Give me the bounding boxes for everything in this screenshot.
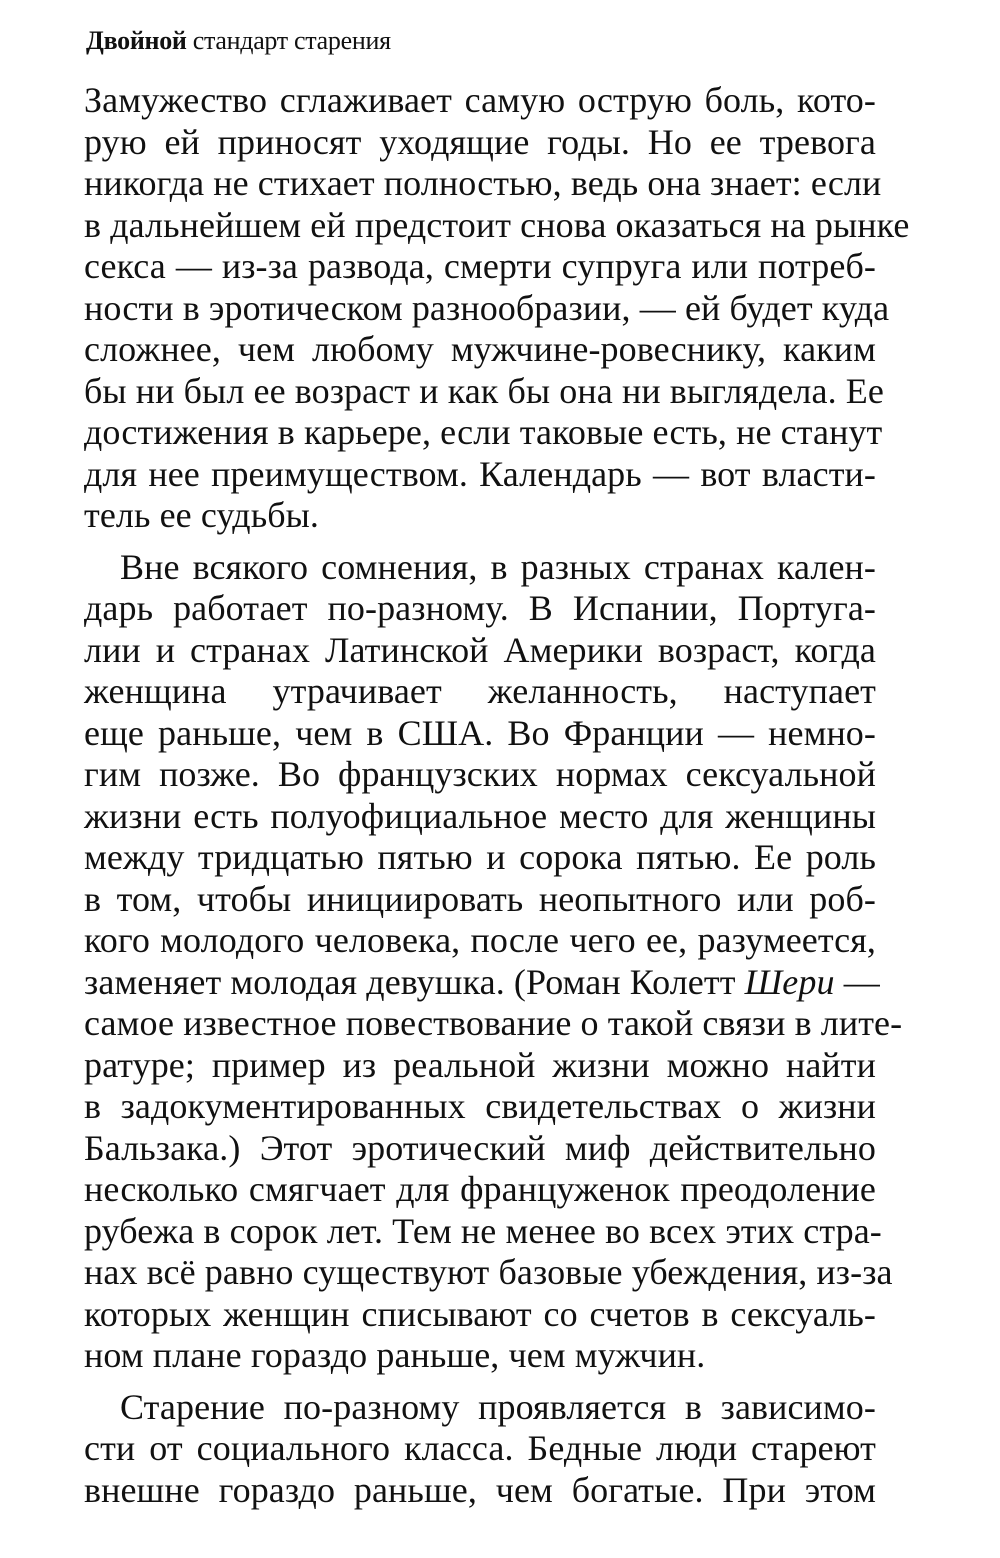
text-line: никогда не стихает полностью, ведь она знает: если (84, 163, 882, 203)
text-line: заменяет молодая девушка. (Роман Колетт Шери — (84, 961, 880, 1002)
text-line: тель ее судьбы. (84, 495, 320, 535)
running-head-bold: Двойной (86, 26, 187, 55)
text-line: рую ей приносят уходящие годы. Но ее тревога (84, 121, 876, 162)
running-head (86, 26, 391, 56)
paragraph-gap (84, 537, 876, 547)
text-line: еще раньше, чем в США. Во Франции — немно- (84, 712, 876, 753)
text-line: для нее преимуществом. Календарь — вот власти- (84, 453, 876, 494)
paragraph-3 (84, 1387, 876, 1512)
text-line: Старение по-разному проявляется в зависимо- (120, 1386, 876, 1427)
text-line: лии и странах Латинской Америки возраст, когда (84, 629, 876, 670)
paragraph-1 (84, 80, 910, 537)
text-line: между тридцатью пятью и сорока пятью. Ее роль (84, 837, 876, 877)
text-line: Замужество сглаживает самую острую боль, кото- (84, 80, 876, 120)
text-line: ратуре; пример из реальной жизни можно найти (84, 1044, 876, 1085)
paragraph-2 (84, 546, 903, 1377)
text-line: в том, чтобы инициировать неопытного или роб- (84, 878, 876, 919)
text-line: которых женщин списывают со счетов в сексуаль- (84, 1293, 876, 1334)
text-line: ном плане гораздо раньше, чем мужчин. (84, 1335, 706, 1375)
text-line: кого молодого человека, после чего ее, разумеется, (84, 920, 876, 960)
book-title: Шери (744, 961, 835, 1002)
text-line: достижения в карьере, если таковые есть, не станут (84, 412, 883, 452)
text-line: женщина утрачивает желанность, наступает (84, 671, 876, 711)
text-line: в дальнейшем ей предстоит снова оказаться на рынке (84, 204, 910, 245)
text-line: ности в эротическом разнообразии, — ей будет куда (84, 287, 890, 328)
text-line: нах всё равно существуют базовые убеждения, из-за (84, 1252, 893, 1292)
text-line: несколько смягчает для француженок преодоление (84, 1169, 876, 1209)
text-line: дарь работает по-разному. В Испании, Португа- (84, 588, 876, 628)
text-line: гим позже. Во французских нормах сексуальной (84, 754, 876, 794)
text-line: рубежа в сорок лет. Тем не менее во всех этих стра- (84, 1210, 882, 1251)
text-line: самое известное повествование о такой связи в лите- (84, 1003, 903, 1043)
paragraph-gap (84, 1377, 876, 1387)
text-line: жизни есть полуофициальное место для женщины (84, 795, 876, 836)
text-line: Вне всякого сомнения, в разных странах кален- (120, 546, 876, 587)
text-line: сложнее, чем любому мужчине-ровеснику, каким (84, 329, 876, 369)
text-line: бы ни был ее возраст и как бы она ни выглядела. Ее (84, 370, 884, 411)
text-line: сти от социального класса. Бедные люди стареют (84, 1428, 876, 1468)
text-line: Бальзака.) Этот эротический миф действительно (84, 1127, 876, 1168)
text-line: внешне гораздо раньше, чем богатые. При этом (84, 1469, 876, 1510)
text-line: секса — из-за развода, смерти супруга или потреб- (84, 246, 876, 286)
body-text (84, 80, 910, 1511)
running-head-rest: стандарт старения (186, 26, 391, 55)
text-line: в задокументированных свидетельствах о жизни (84, 1086, 876, 1126)
